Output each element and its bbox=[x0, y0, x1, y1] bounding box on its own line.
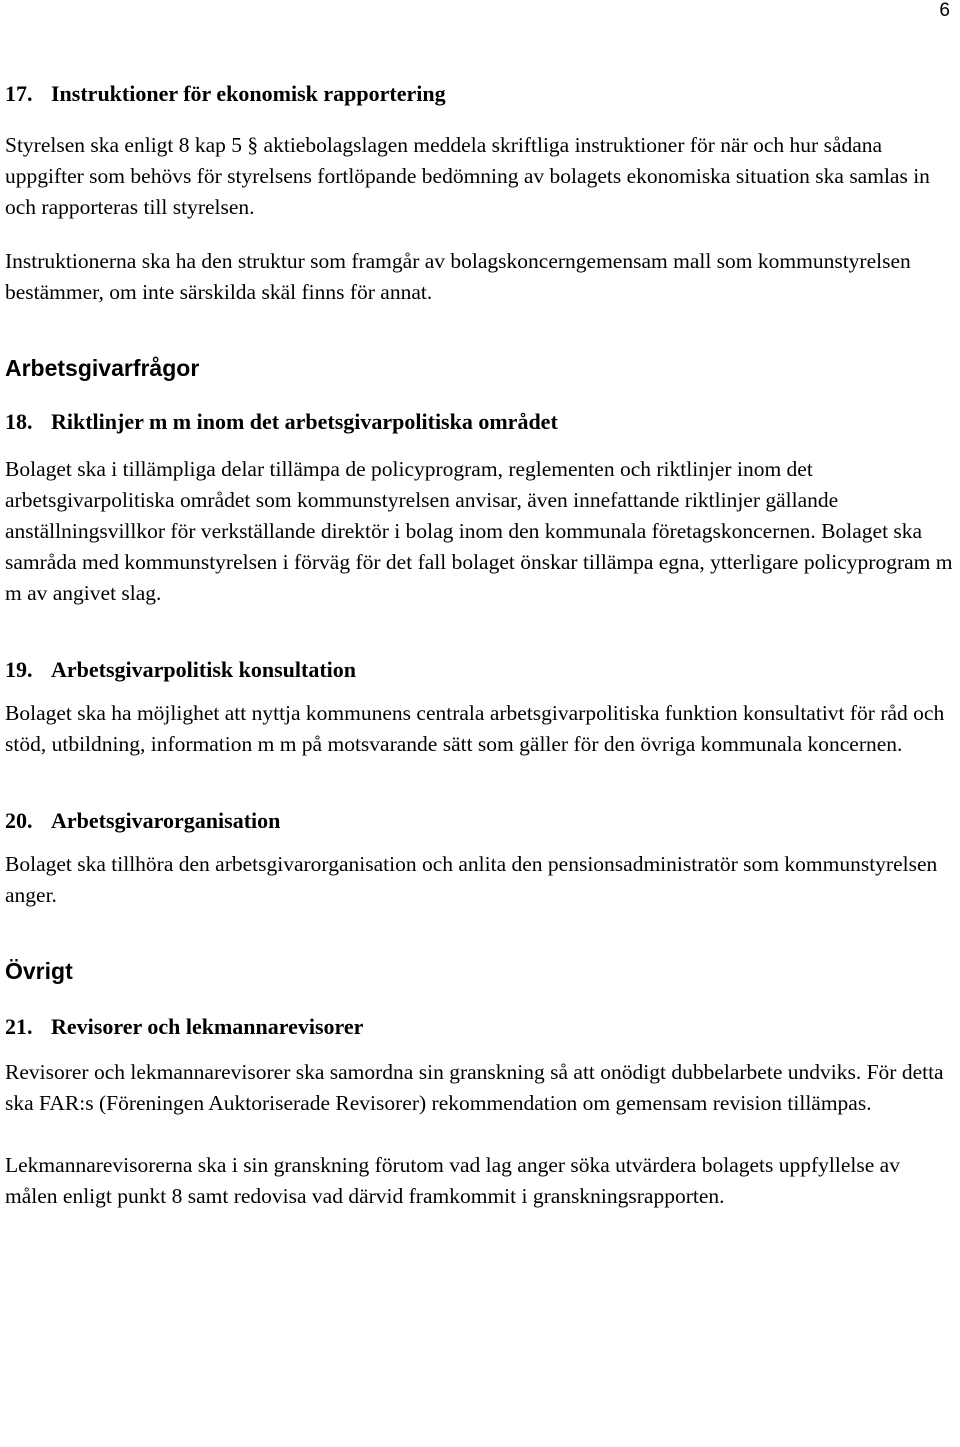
document-body bbox=[5, 78, 955, 1212]
section-18-heading bbox=[5, 406, 955, 438]
section-21-heading bbox=[5, 1011, 955, 1043]
section-title: Arbetsgivarorganisation bbox=[51, 808, 281, 833]
paragraph: Revisorer och lekmannarevisorer ska samordna sin granskning så att onödigt dubbelarbete undviks. För detta ska FAR:s (Föreningen Auktoriserade Revisorer) rekommendation om gemensam revision tillämpas. bbox=[5, 1060, 944, 1115]
section-title: Instruktioner för ekonomisk rapportering bbox=[51, 81, 446, 106]
page-number: 6 bbox=[939, 0, 950, 21]
section-number: 19. bbox=[5, 657, 33, 682]
part-heading-ovrigt: Övrigt bbox=[5, 958, 73, 984]
paragraph: Instruktionerna ska ha den struktur som framgår av bolagskoncerngemensam mall som kommunstyrelsen bestämmer, om inte särskilda skäl finns för annat. bbox=[5, 249, 911, 304]
section-19-heading bbox=[5, 654, 955, 686]
section-number: 20. bbox=[5, 808, 33, 833]
section-number: 21. bbox=[5, 1014, 33, 1039]
section-20-heading bbox=[5, 805, 955, 837]
section-number: 18. bbox=[5, 409, 33, 434]
paragraph: Bolaget ska ha möjlighet att nyttja kommunens centrala arbetsgivarpolitiska funktion konsultativt för råd och stöd, utbildning, information m m på motsvarande sätt som gäller för den övriga kommunala koncernen. bbox=[5, 701, 945, 756]
section-title: Arbetsgivarpolitisk konsultation bbox=[51, 657, 356, 682]
section-title: Revisorer och lekmannarevisorer bbox=[51, 1014, 364, 1039]
paragraph: Lekmannarevisorerna ska i sin granskning förutom vad lag anger söka utvärdera bolagets uppfyllelse av målen enligt punkt 8 samt redovisa vad därvid framkommit i granskningsrapporten. bbox=[5, 1153, 900, 1208]
section-title: Riktlinjer m m inom det arbetsgivarpolitiska området bbox=[51, 409, 558, 434]
paragraph: Bolaget ska tillhöra den arbetsgivarorganisation och anlita den pensionsadministratör som kommunstyrelsen anger. bbox=[5, 852, 938, 907]
part-heading-arbetsgivarfragor: Arbetsgivarfrågor bbox=[5, 355, 200, 381]
section-17-heading bbox=[5, 78, 955, 110]
section-number: 17. bbox=[5, 81, 33, 106]
paragraph: Bolaget ska i tillämpliga delar tillämpa de policyprogram, reglementen och riktlinjer inom det arbetsgivarpolitiska området som kommunstyrelsen anvisar, även innefattande riktlinjer gällande anställningsvillkor för verkställande direktör i bolag inom den kommunala företagskoncernen. Bolaget ska samråda med kommunstyrelsen i förväg för det fall bolaget önskar tillämpa egna, ytterligare policyprogram m m av angivet slag. bbox=[5, 457, 953, 605]
paragraph: Styrelsen ska enligt 8 kap 5 § aktiebolagslagen meddela skriftliga instruktioner för när och hur sådana uppgifter som behövs för styrelsens fortlöpande bedömning av bolagets ekonomiska situation ska samlas in och rapporteras till styrelsen. bbox=[5, 133, 930, 219]
